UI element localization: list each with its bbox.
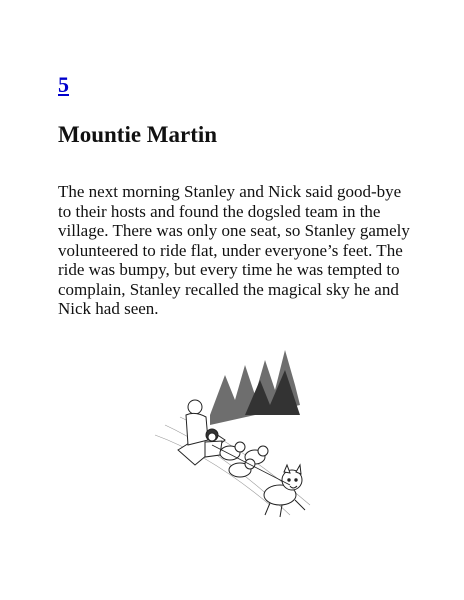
chapter-number-link[interactable]: 5 (58, 72, 69, 97)
chapter-title: Mountie Martin (58, 122, 218, 147)
dogsled-illustration (150, 345, 330, 525)
chapter-body-paragraph: The next morning Stanley and Nick said good-bye to their hosts and found the dogsled team in the village. There was only one seat, so Stanley gamely volunteered to ride flat, under everyone’s feet. The ride was bumpy, but every time he was tempted to complain, Stanley recalled the magical sky he and Nick had seen. (58, 182, 410, 318)
forest-trees (210, 350, 300, 425)
sled-dogs (220, 442, 305, 517)
